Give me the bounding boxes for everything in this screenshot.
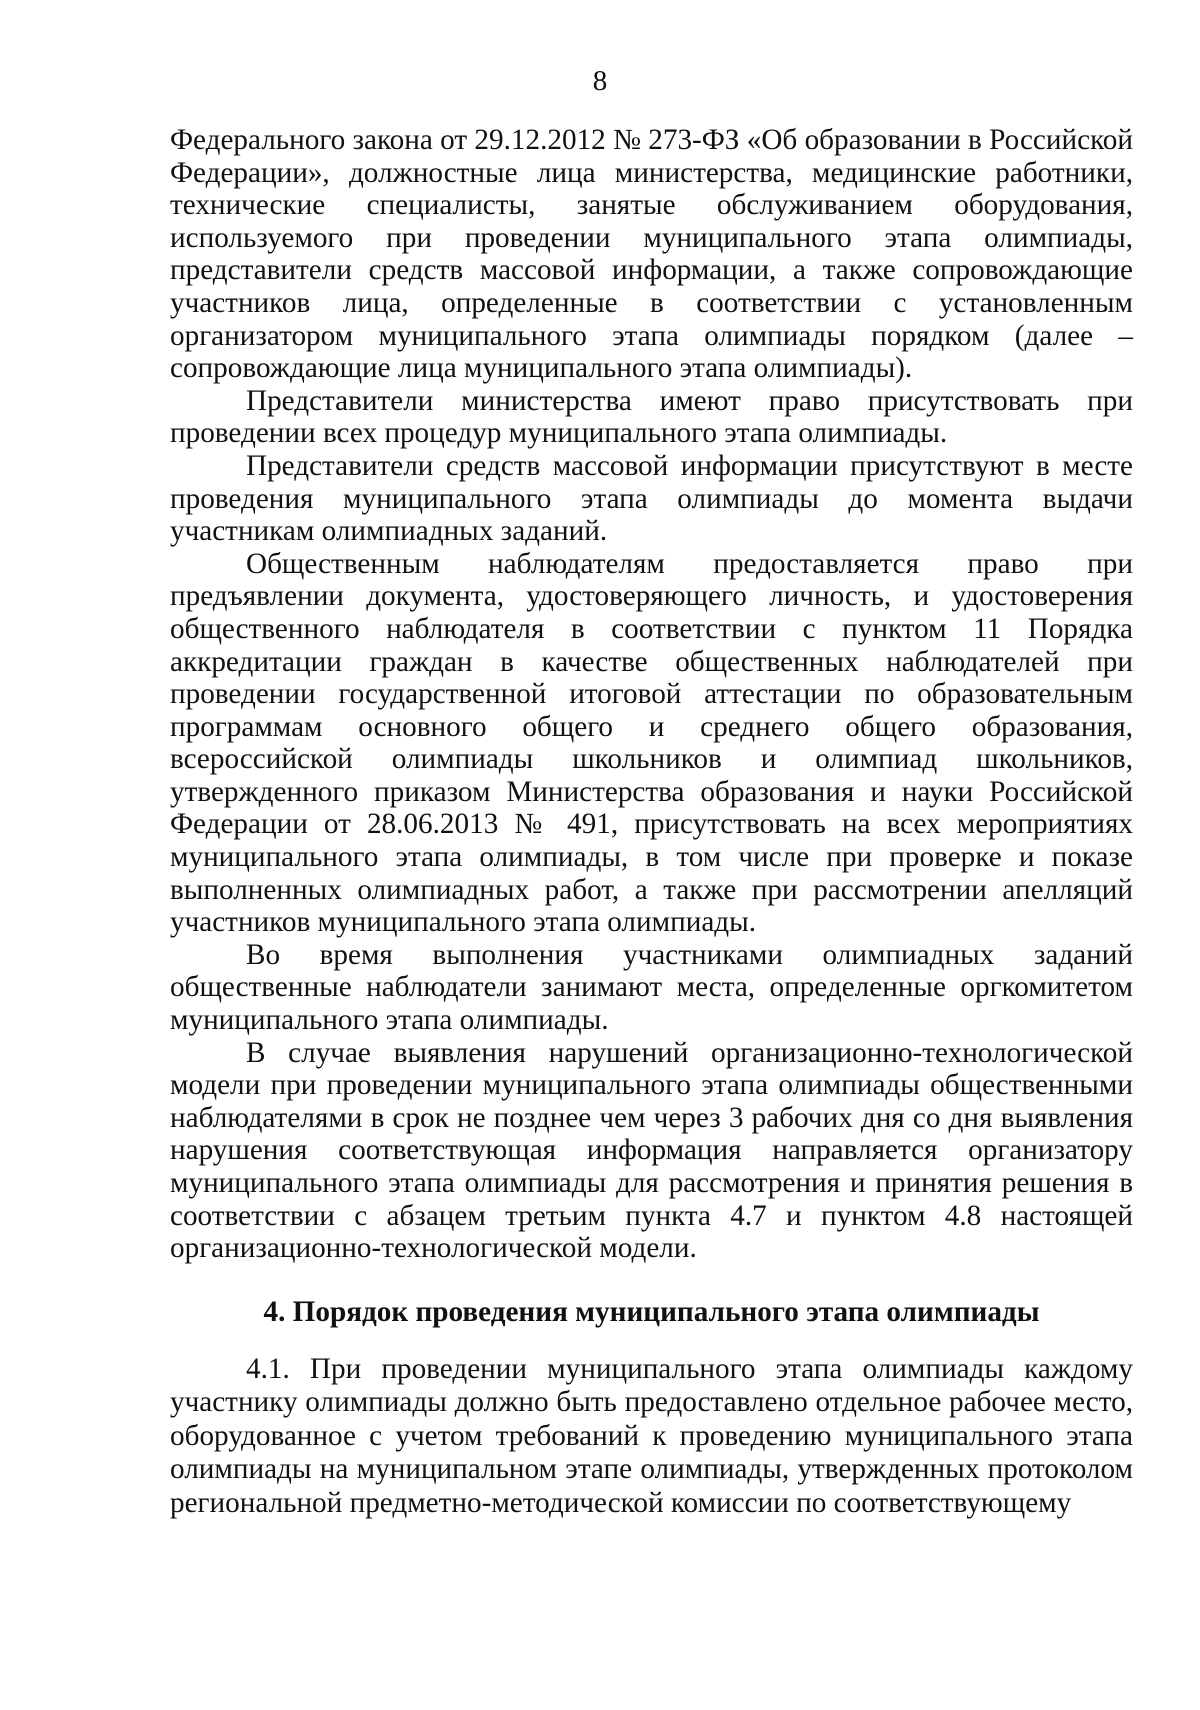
paragraph-continuation: Федерального закона от 29.12.2012 № 273-ФЗ «Об образовании в Российской Федерации», должностные лица министерства, медицинские работники, технические специалисты, занятые обслуживанием оборудования, используемого при проведении муниципального этапа олимпиады, представители средств массовой информации, а также сопровождающие участников лица, определенные в соответствии с установленным организатором муниципального этапа олимпиады порядком (далее – сопровождающие лица муниципального этапа олимпиады). — [170, 124, 1133, 385]
page-number: 8 — [592, 65, 608, 97]
paragraph-observers-seating: Во время выполнения участниками олимпиадных заданий общественные наблюдатели занимают места, определенные оргкомитетом муниципального этапа олимпиады. — [170, 938, 1133, 1037]
section-heading: 4. Порядок проведения муниципального этапа олимпиады — [263, 1295, 1040, 1328]
document-body — [170, 124, 1133, 1520]
paragraph-violations: В случае выявления нарушений организационно-технологической модели при проведении муниципального этапа олимпиады общественными наблюдателями в срок не позднее чем через 3 рабочих дня со дня выявления нарушения соответствующая информация направляется организатору муниципального этапа олимпиады для рассмотрения и принятия решения в соответствии с абзацем третьим пункта 4.7 и пунктом 4.8 настоящей организационно-технологической модели. — [170, 1036, 1133, 1265]
paragraph-media-representatives: Представители средств массовой информации присутствуют в месте проведения муниципального этапа олимпиады до момента выдачи участникам олимпиадных заданий. — [170, 449, 1133, 548]
paragraph-public-observers-rights: Общественным наблюдателям предоставляется право при предъявлении документа, удостоверяющего личность, и удостоверения общественного наблюдателя в соответствии с пунктом 11 Порядка аккредитации граждан в качестве общественных наблюдателей при проведении государственной итоговой аттестации по образовательным программам основного общего и среднего общего образования, всероссийской олимпиады школьников и олимпиад школьников, утвержденного приказом Министерства образования и науки Российской Федерации от 28.06.2013 № 491, присутствовать на всех мероприятиях муниципального этапа олимпиады, в том числе при проверке и показе выполненных олимпиадных работ, а также при рассмотрении апелляций участников муниципального этапа олимпиады. — [170, 547, 1133, 939]
paragraph-4-1: 4.1. При проведении муниципального этапа олимпиады каждому участнику олимпиады должно быть предоставлено отдельное рабочее место, оборудованное с учетом требований к проведению муниципального этапа олимпиады на муниципальном этапе олимпиады, утвержденных протоколом региональной предметно-методической комиссии по соответствующему — [170, 1352, 1133, 1519]
paragraph-ministry-representatives: Представители министерства имеют право присутствовать при проведении всех процедур муниципального этапа олимпиады. — [170, 384, 1133, 450]
